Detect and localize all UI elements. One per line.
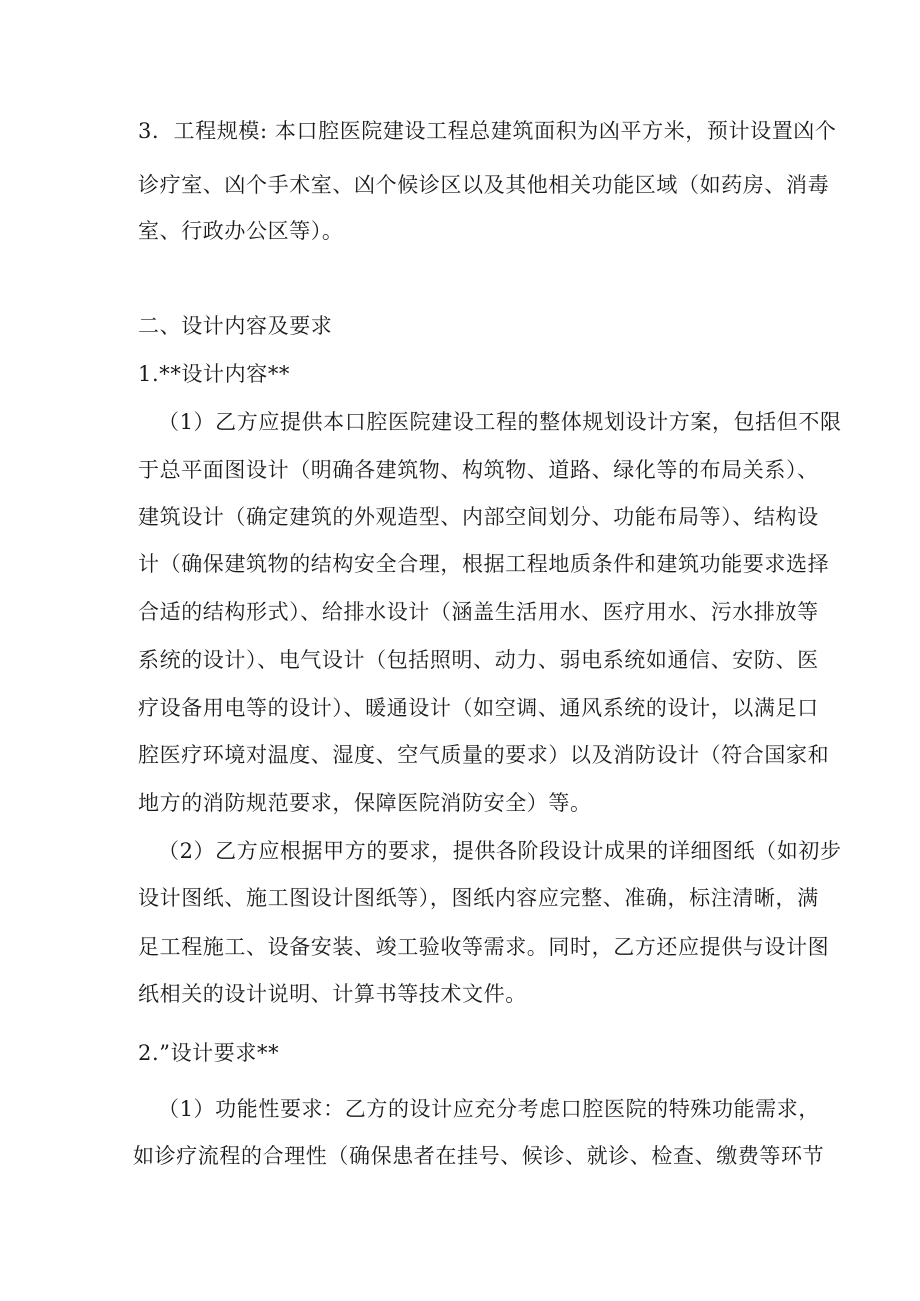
para1-line-3: 建筑设计（确定建筑的外观造型、内部空间划分、功能布局等）、结构设	[138, 505, 819, 529]
scale-line-2: 诊疗室、凶个手术室、凶个候诊区以及其他相关功能区域（如药房、消毒	[138, 173, 830, 197]
para1-line-4: 计（确保建筑物的结构安全合理，根据工程地质条件和建筑功能要求选择	[138, 552, 830, 576]
section-heading: 二、设计内容及要求	[138, 314, 333, 338]
para3-line-2: 如诊疗流程的合理性（确保患者在挂号、候诊、就诊、检查、缴费等环节	[133, 1144, 825, 1168]
para1-line-2: 于总平面图设计（明确各建筑物、构筑物、道路、绿化等的布局关系）、	[138, 458, 819, 482]
scale-line-3: 室、行政办公区等）。	[138, 219, 344, 243]
subsection-title-design-content: 1.**设计内容**	[138, 362, 291, 386]
para1-line-6: 系统的设计）、电气设计（包括照明、动力、弱电系统如通信、安防、医	[138, 648, 819, 672]
para1-line-1: （1）乙方应提供本口腔医院建设工程的整体规划设计方案，包括但不限	[158, 410, 842, 434]
para1-line-8: 腔医疗环境对温度、湿度、空气质量的要求）以及消防设计（符合国家和	[138, 743, 830, 767]
para2-line-3: 足工程施工、设备安装、竣工验收等需求。同时，乙方还应提供与设计图	[138, 935, 830, 959]
para1-line-5: 合适的结构形式）、给排水设计（涵盖生活用水、医疗用水、污水排放等	[138, 600, 819, 624]
para2-line-4: 纸相关的设计说明、计算书等技术文件。	[138, 982, 527, 1006]
para1-line-9: 地方的消防规范要求，保障医院消防安全）等。	[138, 791, 592, 815]
para3-line-1: （1）功能性要求：乙方的设计应充分考虑口腔医院的特殊功能需求，	[158, 1097, 820, 1121]
scale-line-1: 3．工程规模: 本口腔医院建设工程总建筑面积为凶平方米，预计设置凶个	[138, 119, 837, 143]
para1-line-7: 疗设备用电等的设计）、暖通设计（如空调、通风系统的设计，以满足口	[138, 696, 819, 720]
subsection-title-design-requirements: 2.”设计要求**	[138, 1041, 280, 1065]
para2-line-2: 设计图纸、施工图设计图纸等），图纸内容应完整、准确，标注清晰，满	[138, 886, 819, 910]
para2-line-1: （2）乙方应根据甲方的要求，提供各阶段设计成果的详细图纸（如初步	[158, 839, 842, 863]
